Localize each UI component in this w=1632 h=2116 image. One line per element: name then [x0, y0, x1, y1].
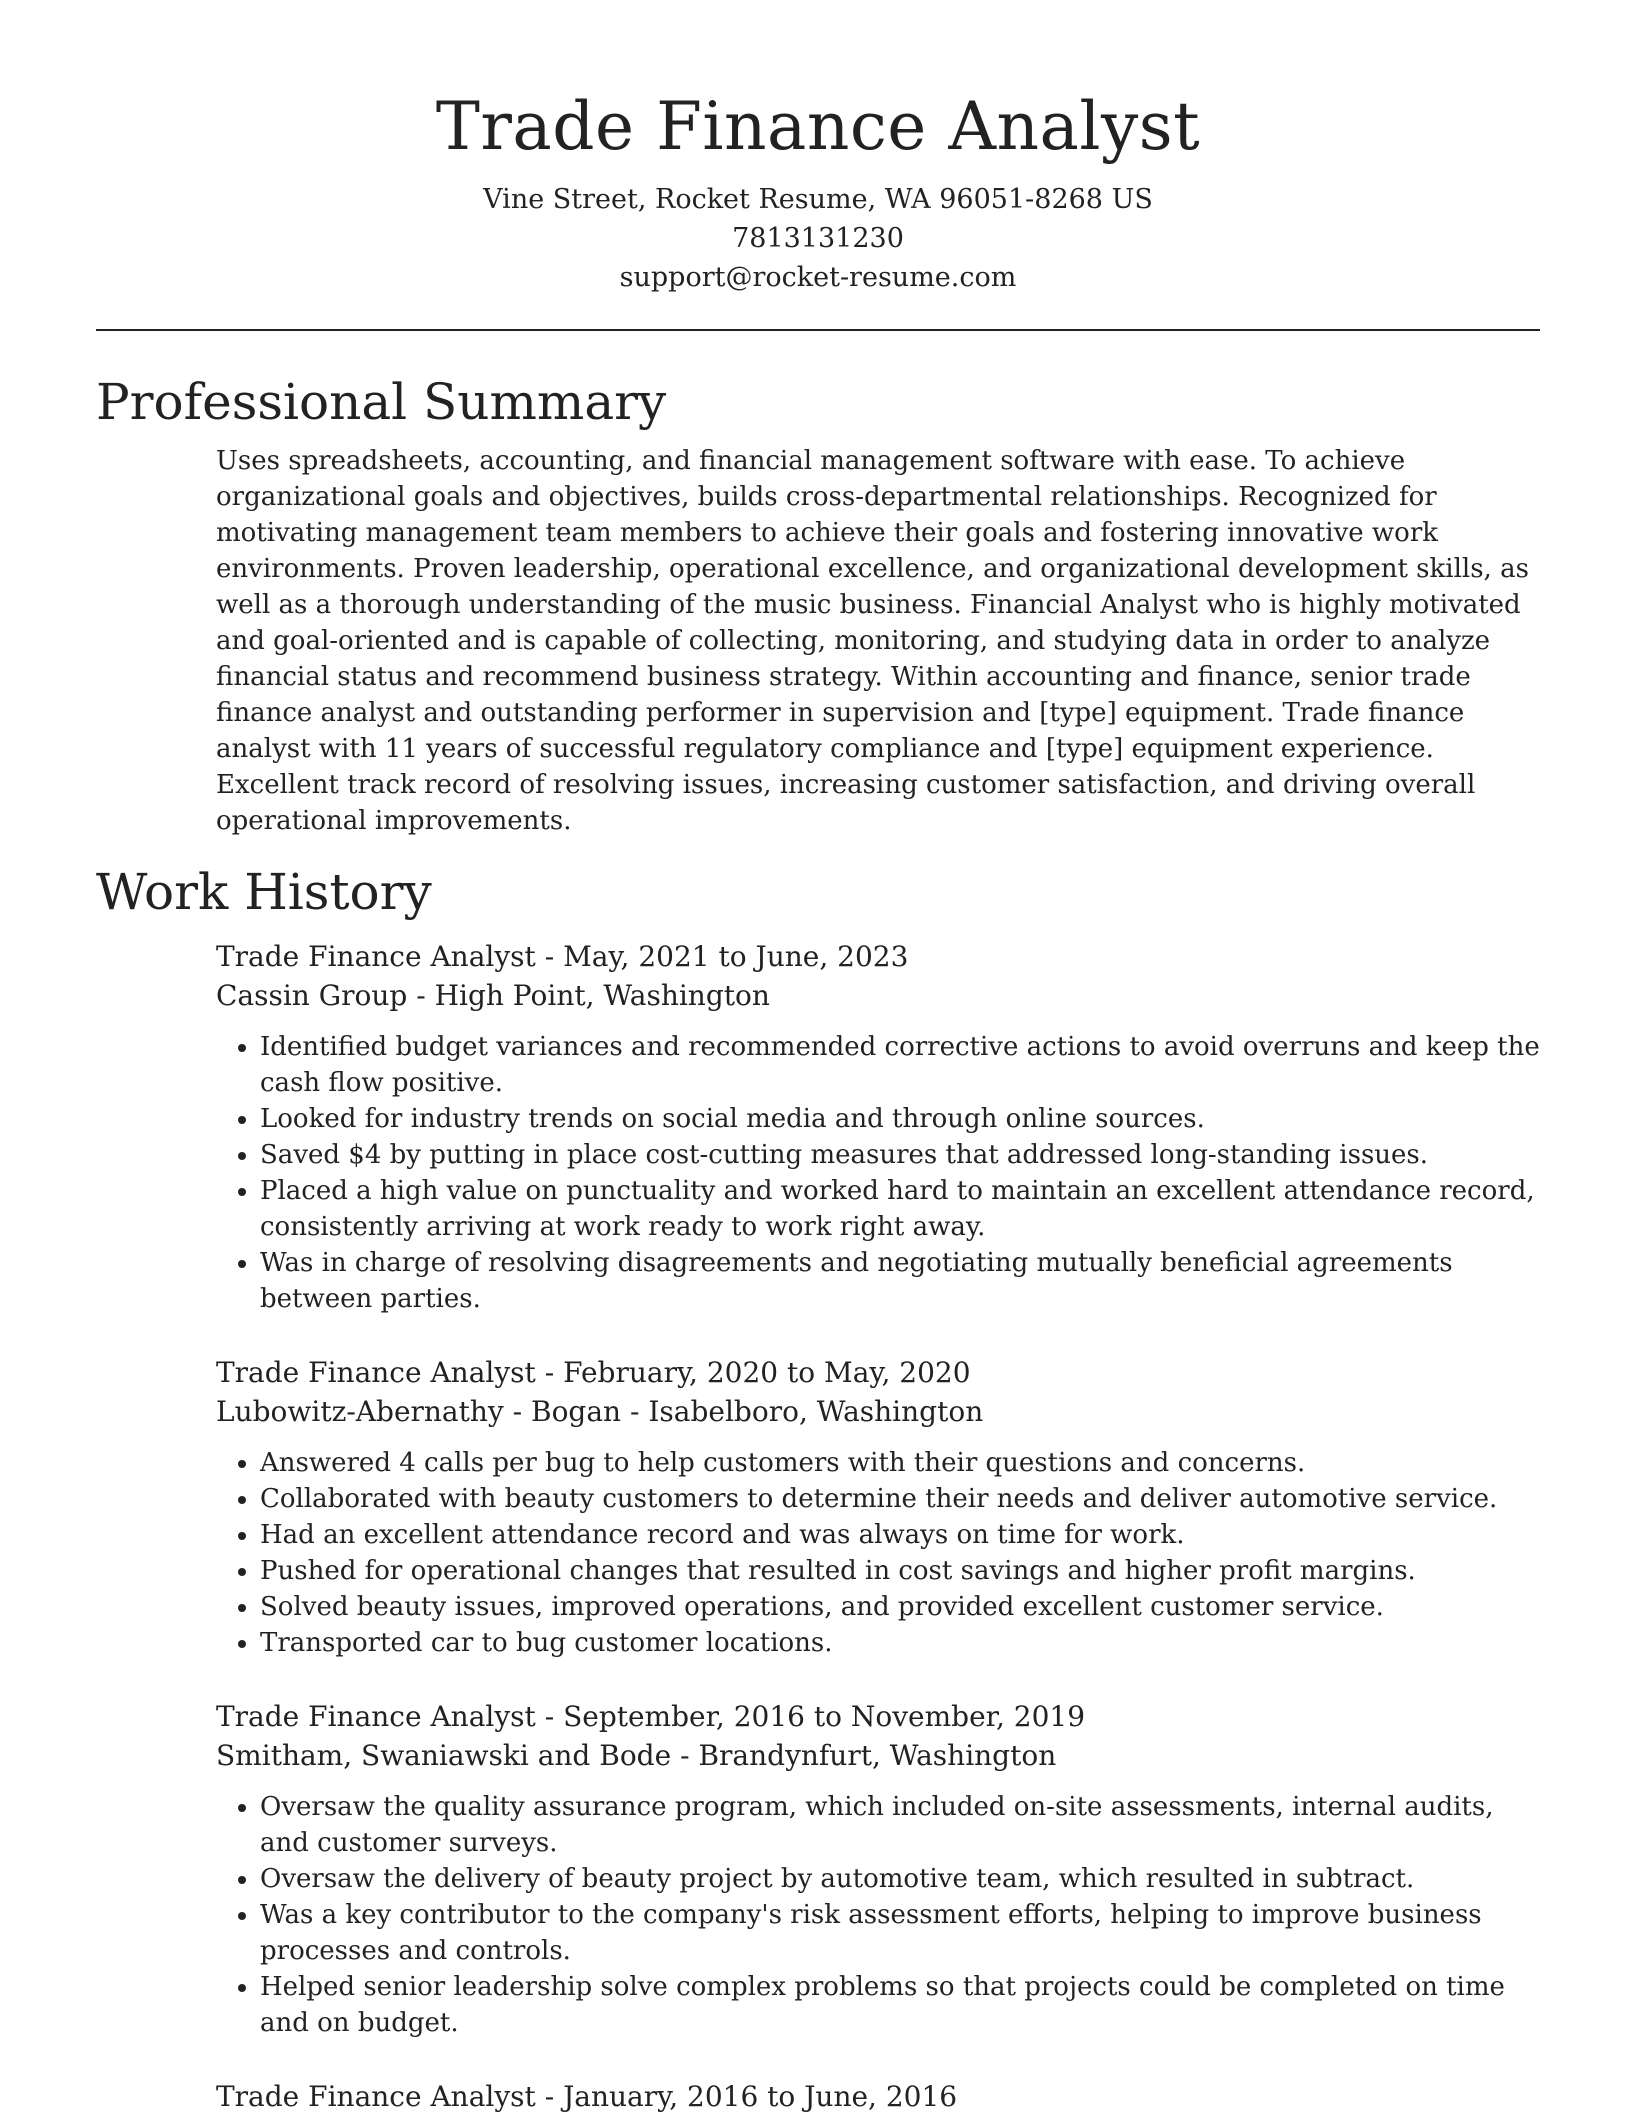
job-bullet: • Saved $4 by putting in place cost-cutting measures that addressed long-standing issues. [260, 1137, 1540, 1173]
work-history-section [216, 937, 1540, 2116]
job-bullet: • Placed a high value on punctuality and worked hard to maintain an excellent attendance record, consistently arriving at work ready to work right away. [260, 1173, 1540, 1245]
job-dates: May, 2021 to June, 2023 [563, 940, 909, 973]
job-bullet: • Transported car to bug customer locations. [260, 1625, 1540, 1661]
job-company-line: Smitham, Swaniawski and Bode - Brandynfurt, Washington [216, 1739, 1057, 1772]
job-title-line: Trade Finance Analyst - January, 2016 to June, 2016 [216, 2080, 958, 2113]
job-title-line: Trade Finance Analyst - February, 2020 to May, 2020 [216, 1356, 971, 1389]
job-location: Brandynfurt, Washington [698, 1739, 1057, 1772]
resume-header [96, 0, 1540, 297]
job-bullet: • Pushed for operational changes that resulted in cost savings and higher profit margins. [260, 1553, 1540, 1589]
summary-heading: Professional Summary [96, 373, 667, 431]
header-divider [96, 329, 1540, 331]
work-history-heading: Work History [96, 863, 432, 921]
contact-phone: 7813131230 [732, 223, 904, 254]
job-bullet: • Solved beauty issues, improved operations, and provided excellent customer service. [260, 1589, 1540, 1625]
job-title: Trade Finance Analyst [216, 1700, 536, 1733]
job-dates: January, 2016 to June, 2016 [563, 2080, 958, 2113]
resume-name: Trade Finance Analyst [435, 88, 1201, 165]
job-bullet: • Helped senior leadership solve complex problems so that projects could be completed on time and on budget. [260, 1969, 1540, 2041]
job-company: Lubowitz-Abernathy - Bogan [216, 1395, 622, 1428]
job-title: Trade Finance Analyst [216, 1356, 536, 1389]
job-bullet: • Identified budget variances and recommended corrective actions to avoid overruns and keep the cash flow positive. [260, 1029, 1540, 1101]
job-location: Isabelboro, Washington [648, 1395, 984, 1428]
job-bullet: • Collaborated with beauty customers to determine their needs and deliver automotive service. [260, 1481, 1540, 1517]
job-bullets [216, 1029, 1540, 1317]
job-company: Smitham, Swaniawski and Bode [216, 1739, 672, 1772]
job-bullet: • Oversaw the delivery of beauty project by automotive team, which resulted in subtract. [260, 1861, 1540, 1897]
job-entry [216, 1697, 1540, 2041]
job-bullets [216, 1789, 1540, 2041]
job-entry [216, 2077, 1540, 2116]
job-bullet: • Looked for industry trends on social media and through online sources. [260, 1101, 1540, 1137]
job-company-line: Cassin Group - High Point, Washington [216, 979, 770, 1012]
job-bullet: • Answered 4 calls per bug to help customers with their questions and concerns. [260, 1445, 1540, 1481]
job-dates: September, 2016 to November, 2019 [563, 1700, 1086, 1733]
job-bullet: • Was in charge of resolving disagreements and negotiating mutually beneficial agreements between parties. [260, 1245, 1540, 1317]
contact-info [96, 180, 1540, 297]
job-location: High Point, Washington [434, 979, 770, 1012]
contact-email: support@rocket-resume.com [619, 262, 1017, 293]
resume-page [96, 0, 1540, 2116]
job-title: Trade Finance Analyst [216, 940, 536, 973]
job-dates: February, 2020 to May, 2020 [563, 1356, 971, 1389]
summary-section [216, 443, 1540, 839]
job-title-line: Trade Finance Analyst - September, 2016 to November, 2019 [216, 1700, 1086, 1733]
job-title-line: Trade Finance Analyst - May, 2021 to June, 2023 [216, 940, 909, 973]
job-entry [216, 1353, 1540, 1661]
job-entry [216, 937, 1540, 1317]
job-bullets [216, 1445, 1540, 1661]
contact-address: Vine Street, Rocket Resume, WA 96051-8268 US [483, 184, 1153, 215]
job-bullet: • Had an excellent attendance record and was always on time for work. [260, 1517, 1540, 1553]
job-company: Cassin Group [216, 979, 408, 1012]
job-company-line: Lubowitz-Abernathy - Bogan - Isabelboro, Washington [216, 1395, 984, 1428]
job-bullet: • Was a key contributor to the company's risk assessment efforts, helping to improve business processes and controls. [260, 1897, 1540, 1969]
summary-text: Uses spreadsheets, accounting, and financial management software with ease. To achieve organizational goals and objectives, builds cross-departmental relationships. Recognized for motivating management team members to achieve their goals and fostering innovative work environments. Proven leadership, operational excellence, and organizational development skills, as well as a thorough understanding of the music business. Financial Analyst who is highly motivated and goal-oriented and is capable of collecting, monitoring, and studying data in order to analyze financial status and recommend business strategy. Within accounting and finance, senior trade finance analyst and outstanding performer in supervision and [type] equipment. Trade finance analyst with 11 years of successful regulatory compliance and [type] equipment experience. Excellent track record of resolving issues, increasing customer satisfaction, and driving overall operational improvements. [216, 446, 1529, 836]
job-title: Trade Finance Analyst [216, 2080, 536, 2113]
job-bullet: • Oversaw the quality assurance program, which included on-site assessments, internal audits, and customer surveys. [260, 1789, 1540, 1861]
